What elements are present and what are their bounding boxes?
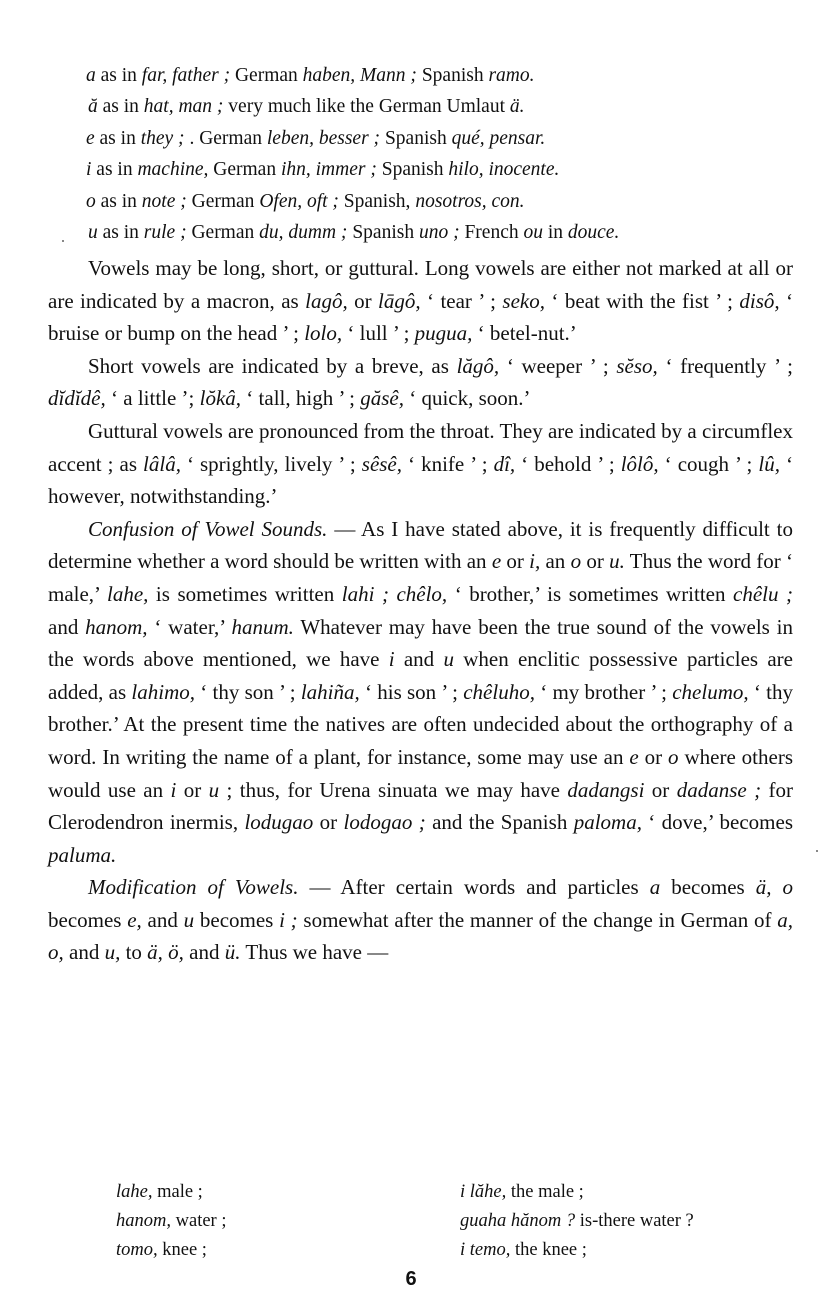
italic-term: lahe, (116, 1182, 153, 1202)
text-run: to (120, 940, 148, 965)
text-run: ‘ water,’ (147, 614, 232, 639)
example-modified-form (460, 1236, 806, 1265)
text-run: ‘ however, notwithstanding.’ (48, 451, 793, 509)
italic-term: i (170, 777, 177, 802)
text-run: or (581, 549, 610, 574)
italic-term: ramo. (488, 65, 535, 86)
italic-term: paluma. (48, 842, 117, 867)
italic-term: hat, man ; (143, 96, 224, 118)
italic-term: haben, Mann ; (302, 65, 417, 86)
italic-term: o (668, 744, 679, 769)
text-run: ‘ my brother ’ ; (534, 679, 673, 704)
text-run: Thus the word for ‘ male,’ (48, 549, 793, 606)
text-run: Guttural vowels are pronounced from the throat. They are indicated by a circumflex accent ; as (48, 418, 793, 476)
text-run: for Clerodendron inermis, (48, 777, 793, 835)
text-run: becomes (660, 875, 756, 900)
italic-term: far, father ; (141, 65, 231, 86)
italic-term: rule ; (143, 222, 187, 244)
example-base-form (116, 1236, 460, 1265)
text-run: or (347, 288, 379, 313)
italic-term: Modification of Vowels. (88, 875, 299, 900)
italic-term: Ofen, oft ; (259, 190, 339, 212)
italic-term: i, (529, 549, 541, 574)
italic-term: sĕso, (616, 353, 658, 378)
italic-term: u (183, 907, 195, 932)
text-run (771, 875, 782, 899)
text-run: Vowels may be long, short, or guttural. Long vowels are either not marked at all or are indicated by a macron, as (48, 256, 793, 313)
text-run: Spanish (416, 65, 489, 86)
text-run: Spanish (376, 159, 449, 181)
text-run: male ; (152, 1182, 203, 1202)
example-base-form (116, 1178, 460, 1207)
text-run: ‘ his son ’ ; (359, 679, 464, 704)
italic-term: e (86, 127, 95, 149)
text-run: and (183, 940, 225, 965)
italic-term: note ; (141, 190, 187, 212)
italic-term: paloma, (573, 810, 642, 835)
italic-term: ihn, immer ; (280, 159, 377, 181)
text-run: or (501, 549, 530, 574)
text-run: as in (97, 222, 144, 244)
scan-speck (62, 240, 64, 242)
text-run: German (186, 190, 260, 212)
text-run: ‘ a little ’; (105, 386, 200, 411)
text-run: Short vowels are indicated by a breve, as (88, 353, 457, 378)
italic-term: disô, (739, 288, 780, 313)
example-modified-form (460, 1178, 806, 1207)
italic-term: o (570, 549, 582, 574)
text-run: ‘ thy son ’ ; (195, 679, 301, 704)
text-run: Whatever may have been the true sound of the vowels in the words above mentioned, we have (48, 614, 793, 672)
example-base-form (116, 1207, 460, 1236)
text-run: and the Spanish (425, 810, 574, 835)
italic-term: they ; (140, 127, 185, 149)
text-run: or (644, 777, 677, 802)
text-run: as in (94, 127, 141, 149)
italic-term: a (86, 65, 96, 86)
text-run: . German (184, 127, 267, 149)
text-run: or (638, 744, 669, 769)
italic-term: găsê, (360, 386, 404, 411)
text-run: ‘ brother,’ is sometimes written (447, 581, 734, 606)
text-run: knee ; (157, 1240, 207, 1260)
example-modified-form (460, 1207, 806, 1236)
italic-term: lahe, (107, 581, 149, 606)
italic-term: dî, (493, 451, 516, 476)
text-run: ‘ frequently ’ ; (657, 353, 793, 378)
text-run: as in (95, 65, 142, 86)
paragraph-confusion-of-vowel-sounds (48, 513, 793, 872)
italic-term: dĭdĭdê, (48, 386, 106, 411)
italic-term: chêlu ; (733, 581, 793, 606)
italic-term: u, (104, 940, 121, 965)
text-run: ‘ bruise or bump on the head ’ ; (48, 288, 794, 346)
italic-term: dadangsi (567, 777, 645, 802)
italic-term: i (86, 159, 92, 181)
paragraph-guttural-vowels (48, 415, 793, 513)
italic-term: a, o, (48, 907, 793, 965)
italic-term: du, dumm ; (259, 222, 348, 244)
italic-term: ü. (224, 940, 241, 965)
text-run: Thus we have — (240, 940, 389, 965)
italic-term: lôlô, (620, 451, 659, 476)
text-run: ‘ quick, soon.’ (403, 386, 531, 411)
italic-term: chelumo, (672, 679, 749, 704)
italic-term: machine, (137, 159, 209, 181)
italic-term: ou (523, 222, 543, 244)
italic-term: chêlo, (396, 581, 448, 606)
text-run: ‘ tall, high ’ ; (241, 386, 361, 411)
text-run: ‘ dove,’ becomes (641, 810, 794, 835)
italic-term: qué, pensar. (451, 127, 546, 149)
italic-term: ä. (509, 96, 525, 118)
text-run: becomes (194, 907, 280, 932)
paragraph-modification-of-vowels (48, 871, 793, 969)
text-run: ‘ beat with the fist ’ ; (545, 288, 740, 313)
vowel-row-i (86, 154, 806, 185)
text-run: ‘ tear ’ ; (420, 288, 503, 313)
vowel-row-a-breve (88, 91, 806, 122)
italic-term: lahimo, (131, 679, 195, 704)
scan-speck (816, 850, 818, 852)
text-run: ; thus, for Urena sinuata we may have (219, 777, 568, 802)
italic-term: nosotros, con. (415, 190, 525, 212)
italic-term: u. (609, 549, 625, 574)
italic-term: douce. (567, 222, 620, 244)
italic-term: hanom, (85, 614, 148, 639)
text-run: ‘ behold ’ ; (515, 451, 621, 476)
text-run: French (459, 222, 524, 244)
text-run: is sometimes written (148, 581, 342, 606)
italic-term: a (649, 875, 661, 900)
text-run: ‘ sprightly, lively ’ ; (180, 451, 362, 476)
text-run: as in (95, 190, 142, 212)
text-run: ‘ cough ’ ; (658, 451, 759, 476)
italic-term: e (629, 744, 639, 769)
text-run: as in (91, 159, 138, 181)
italic-term: uno ; (418, 222, 460, 244)
text-run: somewhat after the manner of the change in German of (297, 907, 778, 932)
italic-term: guaha hănom ? (460, 1211, 576, 1231)
vowel-pronunciation-list (86, 60, 806, 248)
text-run: very much like the German Umlaut (223, 96, 510, 118)
italic-term: lŏkâ, (199, 386, 242, 411)
text-run: where others would use an (48, 744, 793, 802)
italic-term: dadanse ; (676, 777, 762, 802)
example-list (116, 1178, 806, 1265)
text-run: and (63, 940, 105, 965)
text-run: when enclitic possessive particles are added, as (48, 647, 793, 704)
text-run: and (394, 647, 444, 672)
italic-term: ä, ö, (147, 940, 184, 965)
italic-term: u (443, 647, 454, 672)
text-run: and (141, 907, 184, 932)
text-run: ‘ weeper ’ ; (499, 353, 617, 378)
paragraph-vowel-length (48, 252, 793, 350)
text-run: or (176, 777, 209, 802)
italic-term: ä, (755, 875, 772, 900)
page-number: 6 (405, 1268, 417, 1290)
italic-term: lodogao ; (343, 810, 426, 835)
italic-term: lāgô, (378, 288, 421, 313)
italic-term: leben, besser ; (266, 127, 381, 149)
italic-term: u (88, 222, 98, 244)
vowel-row-a (86, 60, 806, 91)
text-run: an (540, 549, 571, 574)
italic-term: chêluho, (463, 679, 535, 704)
text-run: German (186, 222, 260, 244)
text-run: ‘ thy brother.’ At the present time the natives are often undecided about the orthography of a word. In writing the name of a plant, for instance, some may use an (48, 679, 793, 769)
text-run: water ; (171, 1211, 227, 1231)
text-run: Spanish, (338, 190, 416, 212)
italic-term: lahiña, (300, 679, 360, 704)
italic-term: i ; (279, 907, 298, 932)
italic-term: sêsê, (361, 451, 403, 476)
italic-term: hanom, (116, 1211, 171, 1231)
example-row (116, 1207, 806, 1236)
italic-term: lolo, (304, 321, 343, 346)
italic-term: tomo, (116, 1240, 158, 1260)
text-run: German (230, 65, 303, 86)
vowel-row-o (86, 186, 806, 217)
italic-term: i lăhe, (460, 1182, 507, 1202)
italic-term: lagô, (305, 288, 348, 313)
text-run: — After certain words and particles (298, 875, 650, 900)
italic-term: seko, (502, 288, 545, 313)
text-run: the knee ; (510, 1240, 587, 1260)
italic-term: Confusion of Vowel Sounds. (88, 516, 328, 541)
italic-term: lû, (758, 451, 780, 476)
italic-term: lăgô, (456, 353, 500, 378)
italic-term: i temo, (460, 1240, 511, 1260)
italic-term: hilo, inocente. (448, 159, 560, 181)
text-run: ‘ betel-nut.’ (472, 321, 577, 346)
italic-term: lodugao (244, 810, 314, 835)
text-run: Spanish (380, 127, 452, 149)
italic-term: pugua, (414, 321, 473, 346)
text-run: ‘ knife ’ ; (402, 451, 494, 476)
italic-term: ă (88, 96, 98, 118)
text-run: ‘ lull ’ ; (342, 321, 415, 346)
vowel-row-u (88, 217, 806, 248)
text-run: German (208, 159, 281, 181)
italic-term: o (86, 190, 96, 212)
italic-term: hanum. (231, 614, 294, 639)
text-run: in (542, 222, 568, 244)
text-run: Spanish (347, 222, 419, 244)
vowel-row-e (86, 123, 806, 154)
example-row (116, 1178, 806, 1207)
italic-term: u (208, 777, 220, 802)
italic-term: e, (127, 907, 142, 932)
text-run: is-there water ? (575, 1211, 694, 1231)
italic-term: e (491, 549, 502, 574)
text-run: becomes (48, 907, 128, 932)
text-run: or (313, 810, 344, 835)
italic-term: lâlâ, (143, 451, 181, 476)
text-run: and (48, 614, 86, 639)
body-text (48, 252, 793, 969)
example-row (116, 1236, 806, 1265)
text-run: the male ; (506, 1182, 584, 1202)
italic-term: o (782, 875, 794, 900)
text-run: as in (97, 96, 144, 118)
italic-term: lahi ; (341, 581, 389, 606)
italic-term: i (388, 647, 395, 672)
text-run: — As I have stated above, it is frequently difficult to determine whether a word should be written with an (48, 516, 793, 574)
paragraph-short-vowels (48, 350, 793, 415)
